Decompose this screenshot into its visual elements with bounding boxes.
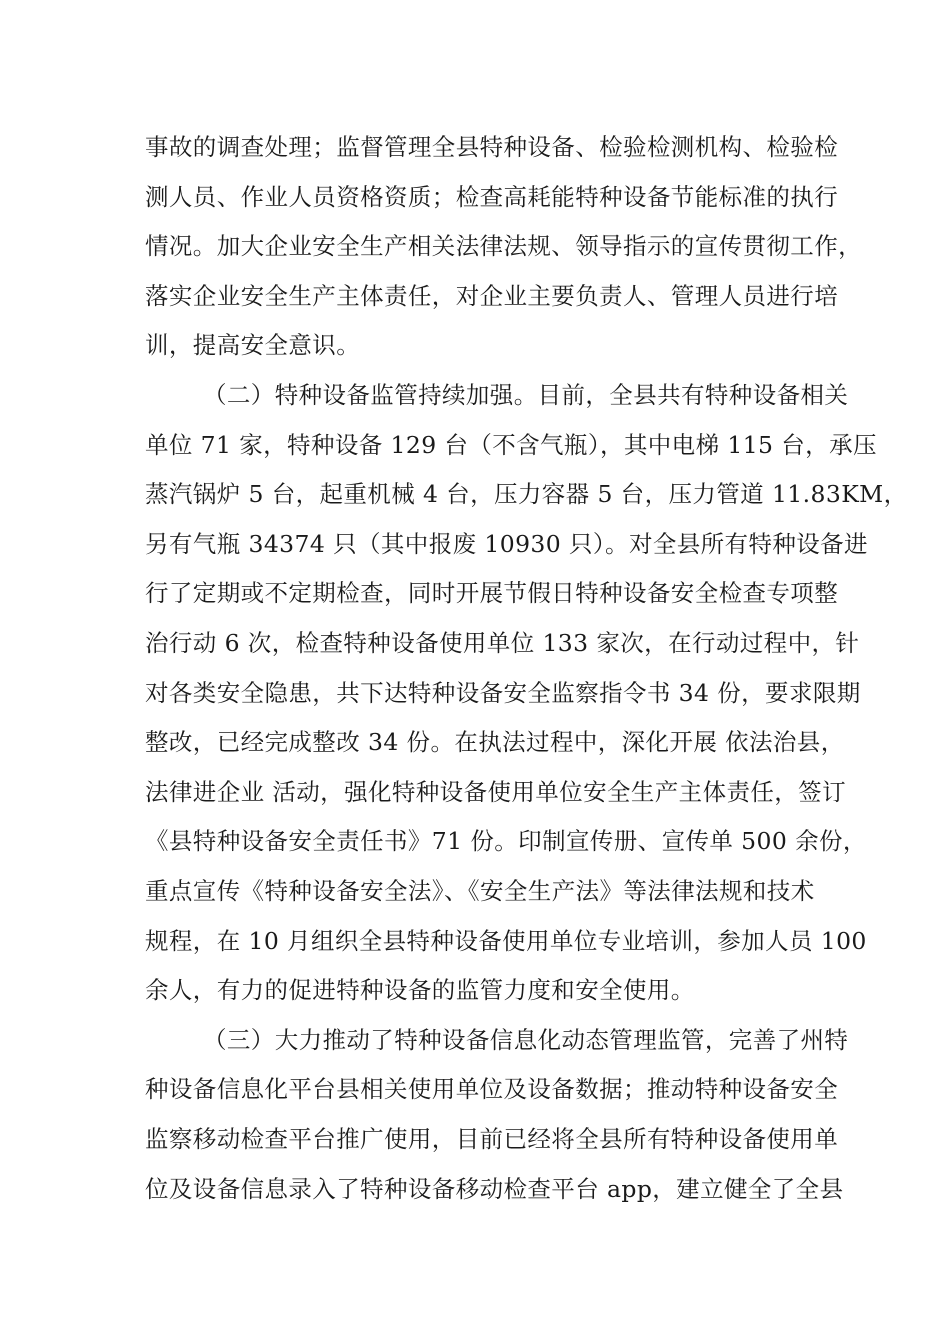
text-line: 种设备信息化平台县相关使用单位及设备数据；推动特种设备安全 [145,1075,839,1104]
text-line: 法律进企业 活动，强化特种设备使用单位安全生产主体责任，签订 [145,777,846,806]
text-line: 蒸汽锅炉 5 台，起重机械 4 台，压力容器 5 台，压力管道 11.83KM， [145,480,908,509]
text-line: 对各类安全隐患，共下达特种设备安全监察指令书 34 份，要求限期 [145,678,861,707]
text-line: 重点宣传《特种设备安全法》、《安全生产法》等法律法规和技术 [145,877,815,905]
text-line: 行了定期或不定期检查，同时开展节假日特种设备安全检查专项整 [145,579,839,608]
text-line: 单位 71 家，特种设备 129 台（不含气瓶），其中电梯 115 台，承压 [145,430,877,459]
text-line: 整改，已经完成整改 34 份。在执法过程中，深化开展 依法治县， [145,728,845,757]
text-line: 《县特种设备安全责任书》71 份。印制宣传册、宣传单 500 余份， [145,827,867,856]
text-line: 情况。加大企业安全生产相关法律法规、领导指示的宣传贯彻工作， [145,232,862,261]
text-line: 规程，在 10 月组织全县特种设备使用单位专业培训，参加人员 100 [145,926,867,955]
paragraph-first-line: （三）大力推动了特种设备信息化动态管理监管，完善了州特 [203,1025,849,1054]
text-line: 另有气瓶 34374 只（其中报废 10930 只）。对全县所有特种设备进 [145,529,868,558]
text-line: 测人员、作业人员资格资质；检查高耗能特种设备节能标准的执行 [145,182,839,211]
text-line: 监察移动检查平台推广使用，目前已经将全县所有特种设备使用单 [145,1125,839,1153]
text-line: 落实企业安全生产主体责任，对企业主要负责人、管理人员进行培 [145,281,839,310]
text-line: 治行动 6 次，检查特种设备使用单位 133 家次，在行动过程中，针 [145,629,860,657]
paragraph-first-line: （二）特种设备监管持续加强。目前，全县共有特种设备相关 [203,381,849,409]
text-line: 事故的调查处理；监督管理全县特种设备、检验检测机构、检验检 [145,133,839,161]
text-line: 训，提高安全意识。 [145,331,361,360]
text-line: 余人，有力的促进特种设备的监管力度和安全使用。 [145,976,695,1005]
text-line: 位及设备信息录入了特种设备移动检查平台 app，建立健全了全县 [145,1174,844,1203]
